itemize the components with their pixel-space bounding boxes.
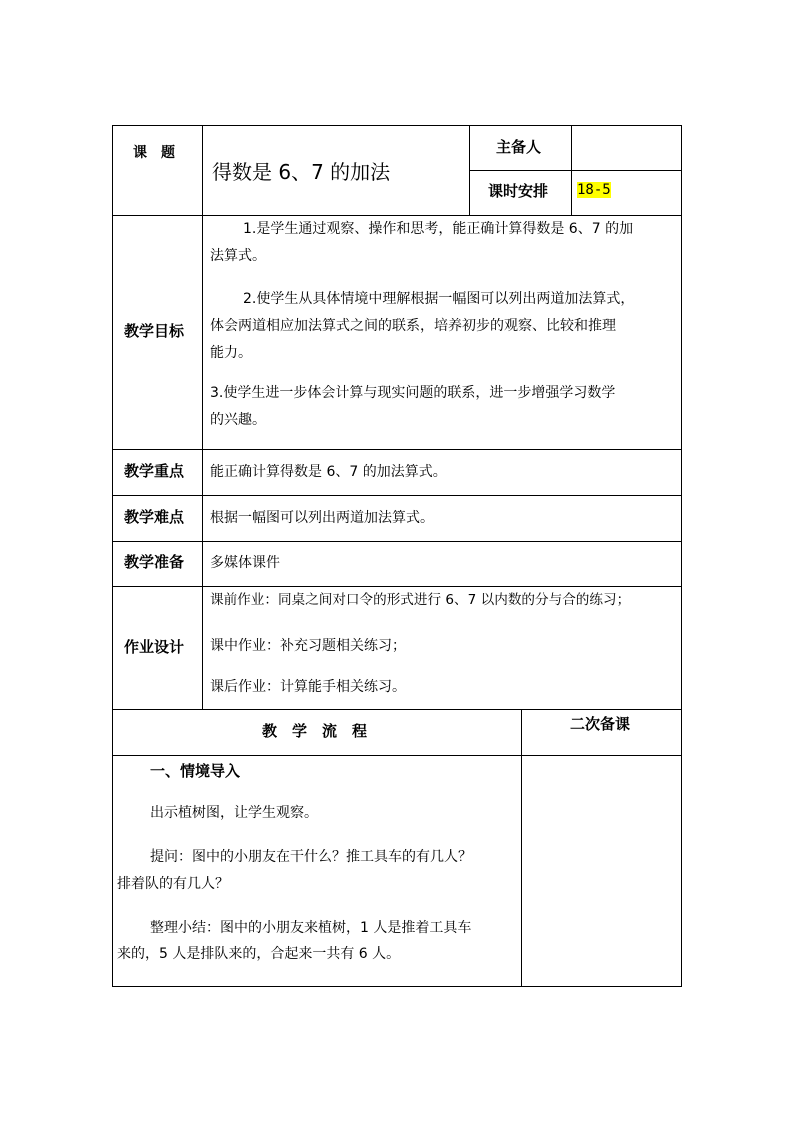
schedule-value bbox=[577, 183, 611, 197]
column-divider bbox=[521, 709, 522, 987]
column-divider bbox=[202, 125, 203, 709]
schedule-label: 课时安排 bbox=[488, 182, 549, 200]
second-prep-header: 二次备课 bbox=[570, 715, 631, 733]
row-divider bbox=[112, 755, 682, 756]
key-points-label: 教学重点 bbox=[124, 462, 185, 480]
preparer-label: 主备人 bbox=[496, 138, 542, 156]
objective-2-line-2: 体会两道相应加法算式之间的联系，培养初步的观察、比较和推理 bbox=[210, 318, 616, 334]
homework-label: 作业设计 bbox=[124, 638, 185, 656]
objective-3-line-1: 3.使学生进一步体会计算与现实问题的联系，进一步增强学习数学 bbox=[210, 385, 616, 401]
column-divider bbox=[571, 125, 572, 215]
key-points-value: 能正确计算得数是 6、7 的加法算式。 bbox=[210, 464, 447, 480]
row-divider bbox=[112, 586, 682, 587]
topic-label: 课 题 bbox=[133, 145, 175, 161]
process-paragraph-3-line-1: 整理小结：图中的小朋友来植树，1 人是推着工具车 bbox=[150, 920, 472, 936]
objective-2-line-1: 2.使学生从具体情境中理解根据一幅图可以列出两道加法算式， bbox=[243, 291, 635, 307]
objective-1-line-1: 1.是学生通过观察、操作和思考，能正确计算得数是 6、7 的加 bbox=[243, 221, 634, 237]
process-paragraph-3-line-2: 来的，5 人是排队来的，合起来一共有 6 人。 bbox=[117, 946, 401, 962]
process-paragraph-2-line-1: 提问：图中的小朋友在干什么？推工具车的有几人？ bbox=[150, 849, 472, 865]
row-divider bbox=[112, 495, 682, 496]
homework-before: 课前作业：同桌之间对口令的形式进行 6、7 以内数的分与合的练习； bbox=[210, 592, 631, 608]
column-divider bbox=[469, 125, 470, 215]
section-1-title: 一、情境导入 bbox=[150, 762, 241, 780]
difficulties-value: 根据一幅图可以列出两道加法算式。 bbox=[210, 510, 434, 526]
process-header: 教 学 流 程 bbox=[262, 722, 368, 740]
row-divider bbox=[112, 215, 682, 216]
row-divider bbox=[112, 709, 682, 710]
preparation-label: 教学准备 bbox=[124, 553, 185, 571]
row-divider bbox=[469, 170, 682, 171]
topic-value: 得数是 6、7 的加法 bbox=[212, 160, 391, 184]
preparation-value: 多媒体课件 bbox=[210, 555, 280, 571]
objectives-label: 教学目标 bbox=[124, 322, 185, 340]
objective-1-line-2: 法算式。 bbox=[210, 248, 266, 264]
difficulties-label: 教学难点 bbox=[124, 508, 185, 526]
objective-3-line-2: 的兴趣。 bbox=[210, 412, 266, 428]
process-paragraph-1: 出示植树图，让学生观察。 bbox=[150, 805, 318, 821]
row-divider bbox=[112, 541, 682, 542]
homework-after: 课后作业：计算能手相关练习。 bbox=[210, 679, 406, 695]
homework-during: 课中作业：补充习题相关练习； bbox=[210, 638, 406, 654]
row-divider bbox=[112, 449, 682, 450]
schedule-highlight: 18-5 bbox=[577, 182, 611, 198]
process-paragraph-2-line-2: 排着队的有几人？ bbox=[117, 876, 229, 892]
objective-2-line-3: 能力。 bbox=[210, 345, 252, 361]
